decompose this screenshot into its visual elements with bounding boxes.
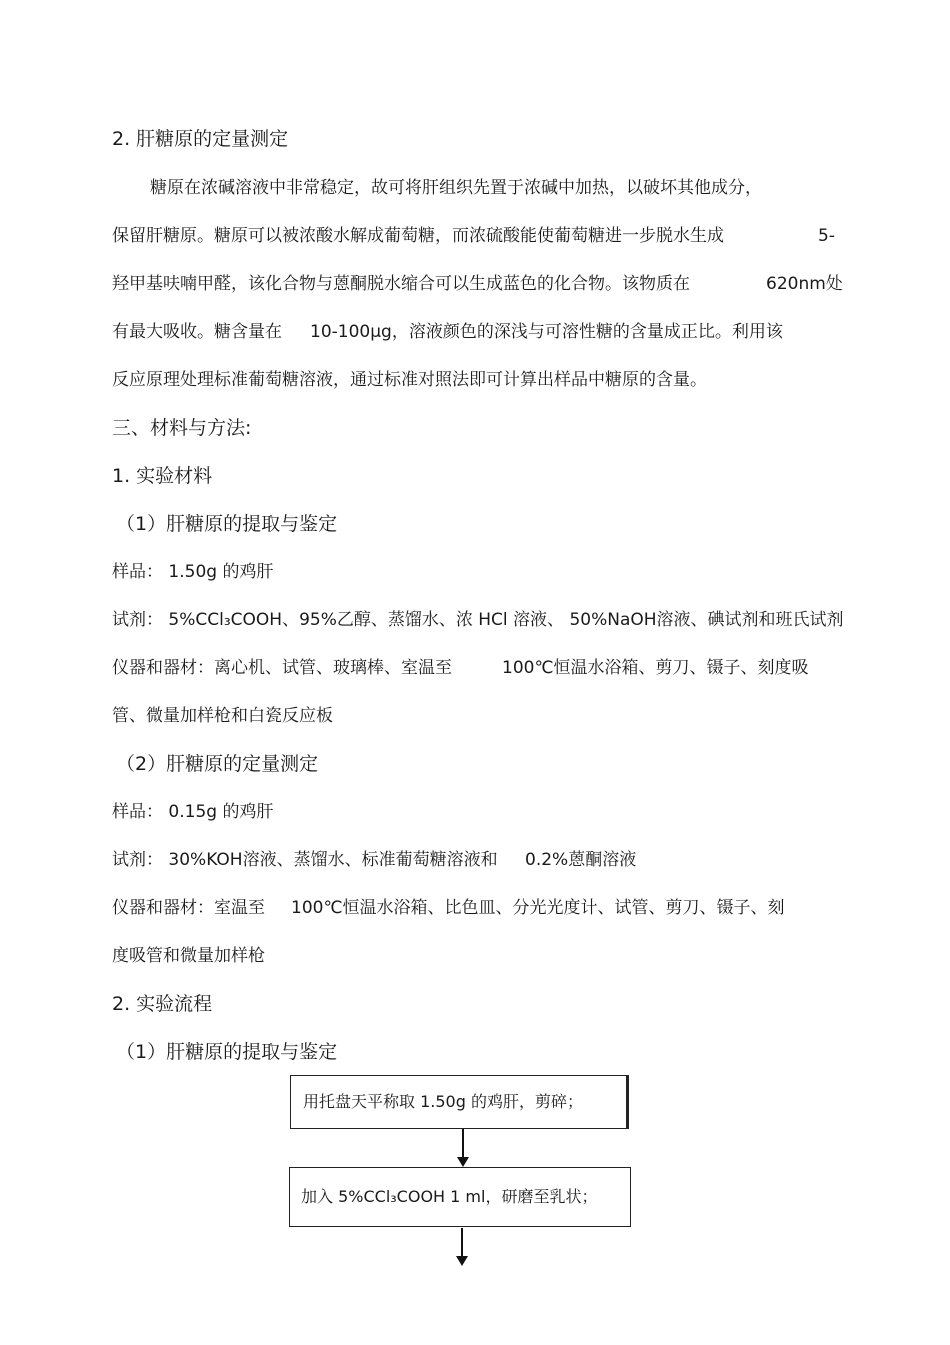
instruments-line: 100℃恒温水浴箱、剪刀、镊子、刻度吸 <box>502 658 809 678</box>
instruments-line: 度吸管和微量加样枪 <box>112 946 265 966</box>
paragraph-line: 反应原理处理标准葡萄糖溶液，通过标准对照法即可计算出样品中糖原的含量。 <box>112 370 707 390</box>
section-heading: 2. 肝糖原的定量测定 <box>112 128 289 150</box>
down-arrow-icon <box>455 1129 471 1169</box>
section-heading: 三、材料与方法: <box>112 417 252 439</box>
paragraph-text: 620nm处 <box>766 274 843 294</box>
flow-step-text: 加入 5%CCl₃COOH 1 ml，研磨至乳状； <box>301 1187 598 1206</box>
paragraph-text: 羟甲基呋喃甲醛，该化合物与蒽酮脱水缩合可以生成蓝色的化合物。该物质在 <box>112 274 690 294</box>
paragraph-text: 10-100μg，溶液颜色的深浅与可溶性糖的含量成正比。利用该 <box>310 322 783 342</box>
subsection-heading: （1）肝糖原的提取与鉴定 <box>116 513 338 535</box>
flow-step-text: 用托盘天平称取 1.50g 的鸡肝，剪碎； <box>303 1092 583 1111</box>
flow-step-box <box>290 1075 628 1129</box>
sample-line: 样品： 1.50g 的鸡肝 <box>112 562 274 582</box>
reagents-line: 试剂： 5%CCl₃COOH、95%乙醇、蒸馏水、浓 HCl 溶液、 50%NaOH溶液、碘试剂和班氏试剂 <box>112 610 844 630</box>
reagents-line: 0.2%蒽酮溶液 <box>525 850 637 870</box>
paragraph-line <box>112 225 724 247</box>
sample-line: 样品： 0.15g 的鸡肝 <box>112 802 274 822</box>
subsection-heading: 1. 实验材料 <box>112 465 213 487</box>
subsection-heading: 2. 实验流程 <box>112 993 213 1015</box>
flow-step-box <box>289 1167 631 1227</box>
box-shadow <box>626 1075 629 1129</box>
subsection-heading: （1）肝糖原的提取与鉴定 <box>116 1041 338 1063</box>
instruments-line: 管、微量加样枪和白瓷反应板 <box>112 706 333 726</box>
subsection-heading: （2）肝糖原的定量测定 <box>116 753 319 775</box>
paragraph-text: 5- <box>818 226 835 246</box>
instruments-line: 100℃恒温水浴箱、比色皿、分光光度计、试管、剪刀、镊子、刻 <box>291 898 785 918</box>
paragraph-text: 保留肝糖原。糖原可以被浓酸水解成葡萄糖，而浓硫酸能使葡萄糖进一步脱水生成 <box>112 226 724 246</box>
instruments-line: 仪器和器材：离心机、试管、玻璃棒、室温至 <box>112 658 452 678</box>
down-arrow-icon <box>454 1228 470 1268</box>
paragraph-text: 有最大吸收。糖含量在 <box>112 322 282 342</box>
instruments-line: 仪器和器材：室温至 <box>112 898 265 918</box>
reagents-line: 试剂： 30%KOH溶液、蒸馏水、标准葡萄糖溶液和 <box>112 850 498 870</box>
paragraph-line: 糖原在浓碱溶液中非常稳定，故可将肝组织先置于浓碱中加热，以破坏其他成分， <box>150 178 762 198</box>
